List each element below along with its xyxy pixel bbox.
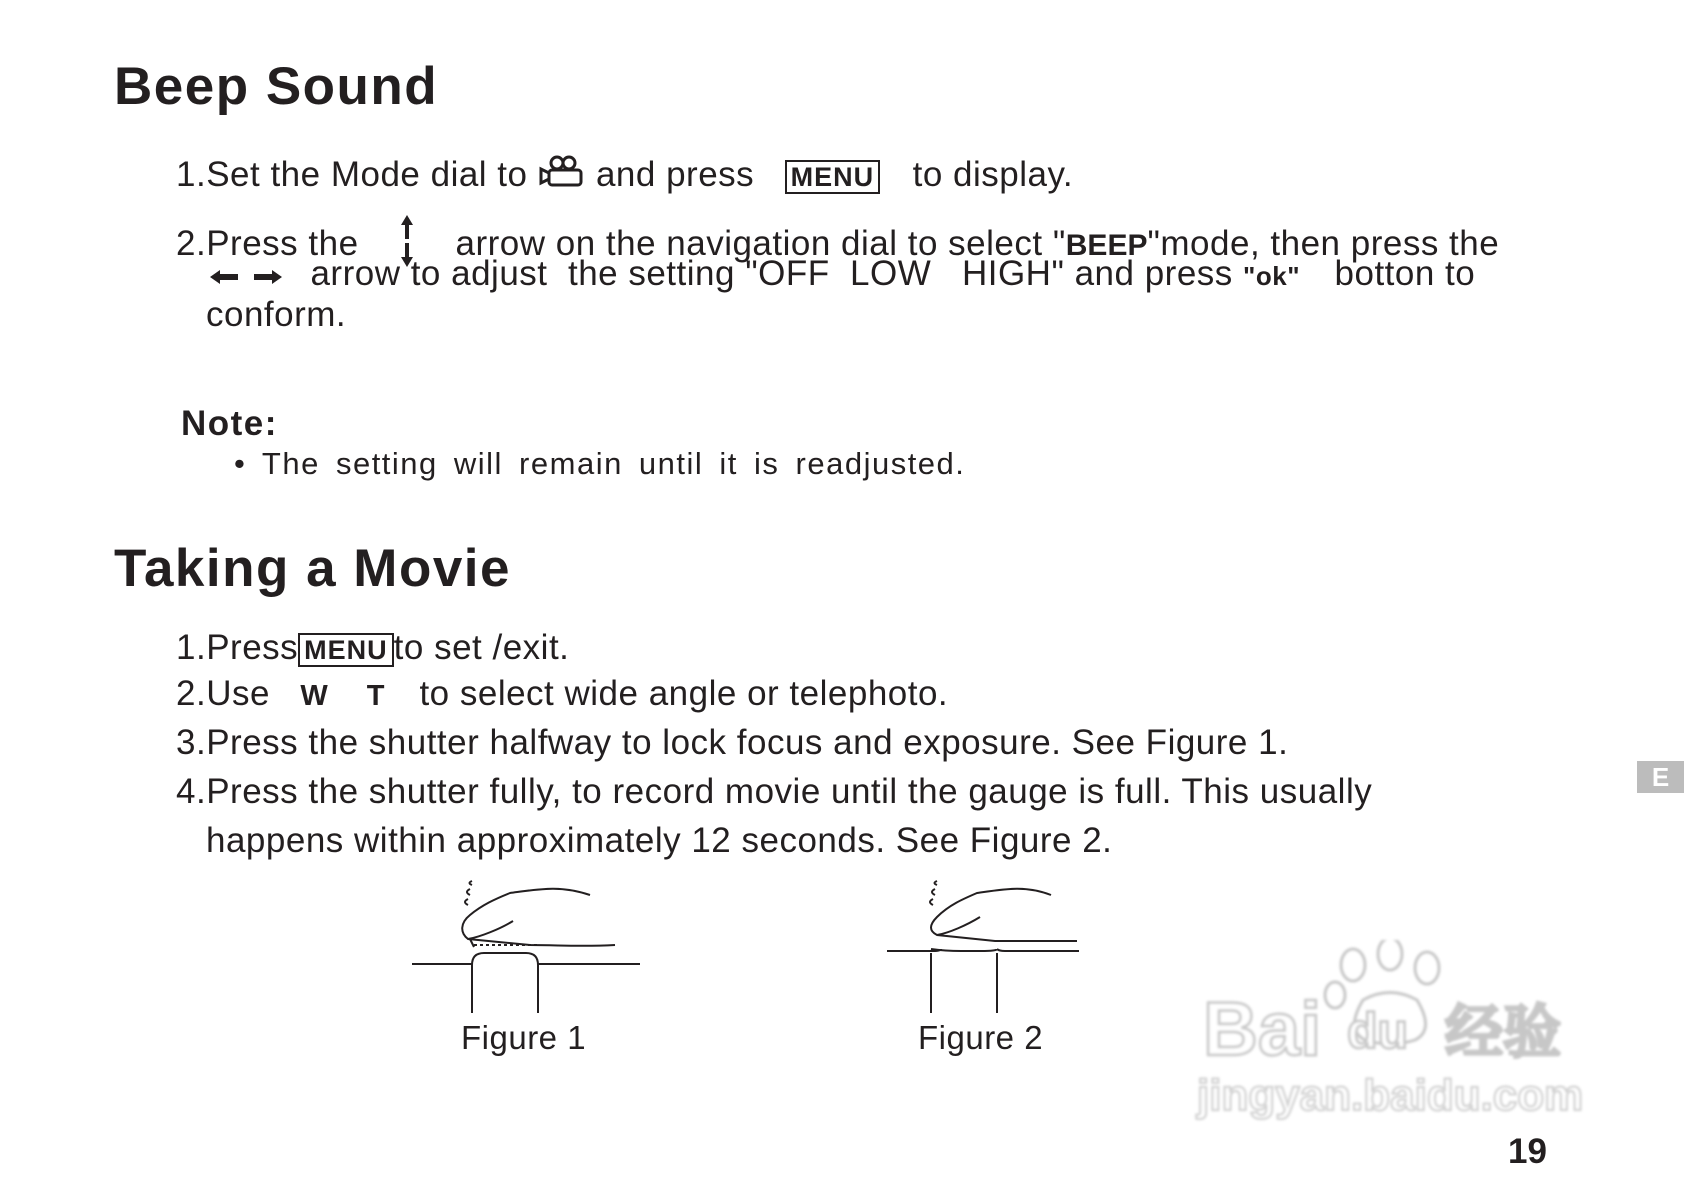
figure-2-illustration [885, 875, 1130, 1020]
heading-taking-a-movie: Taking a Movie [114, 539, 511, 598]
telephoto-label: T [366, 680, 385, 712]
beep-step-2-text-c: "mode, then press the [1147, 224, 1500, 263]
movie-step-4-line-2: happens within approximately 12 seconds. See Figure 2. [206, 821, 1113, 860]
language-tab: E [1637, 761, 1684, 793]
page-number: 19 [1508, 1132, 1547, 1171]
movie-step-3: 3.Press the shutter halfway to lock focus and exposure. See Figure 1. [176, 723, 1289, 762]
note-bullet: • [234, 446, 247, 481]
figure-1-illustration [410, 875, 655, 1020]
movie-step-4-line-1: 4.Press the shutter fully, to record movie until the gauge is full. This usually [176, 772, 1373, 811]
movie-step-2-text-a: 2.Use [176, 674, 270, 713]
beep-step-1 [176, 153, 1073, 200]
svg-text:Bai: Bai [1203, 987, 1322, 1072]
movie-camera-icon [538, 153, 586, 200]
ok-button-label: "ok" [1243, 261, 1301, 291]
movie-step-1-text-b: to set /exit. [393, 628, 570, 667]
beep-step-2-text-d: arrow to adjust the setting "OFF LOW HIGH" and press [310, 254, 1233, 293]
movie-step-2 [176, 674, 948, 714]
svg-text:du: du [1347, 1003, 1409, 1059]
movie-step-1-text-a: 1.Press [176, 628, 299, 667]
figure-1-caption: Figure 1 [461, 1019, 587, 1056]
menu-button-label: MENU [785, 160, 881, 194]
heading-beep-sound: Beep Sound [114, 57, 439, 116]
note-label: Note: [181, 404, 278, 443]
beep-step-1-text-a: 1.Set the Mode dial to [176, 154, 528, 194]
movie-step-1 [176, 628, 569, 668]
menu-button-label-2: MENU [298, 633, 394, 667]
beep-step-2-line-3: conform. [206, 295, 347, 334]
note-text [234, 446, 965, 482]
beep-step-1-text-b: and press [595, 154, 755, 194]
beep-step-1-text-c: to display. [912, 154, 1074, 194]
watermark-url: jingyan.baidu.com [1197, 1071, 1584, 1120]
baidu-watermark [1195, 940, 1585, 1125]
beep-step-2-text-a: 2.Press the [176, 224, 359, 263]
beep-step-2-line-2 [208, 254, 1475, 296]
left-right-arrow-icon [208, 256, 284, 296]
beep-step-2-text-e: botton to [1334, 254, 1476, 293]
beep-mode-label: BEEP [1065, 229, 1148, 262]
beep-step-2-text-b: arrow on the navigation dial to select " [455, 224, 1066, 263]
svg-text:经验: 经验 [1445, 998, 1562, 1066]
movie-step-2-text-b: to select wide angle or telephoto. [419, 674, 949, 713]
figure-2-caption: Figure 2 [918, 1019, 1044, 1056]
wide-angle-label: W [300, 680, 329, 712]
note-body: The setting will remain until it is readjusted. [261, 446, 966, 481]
